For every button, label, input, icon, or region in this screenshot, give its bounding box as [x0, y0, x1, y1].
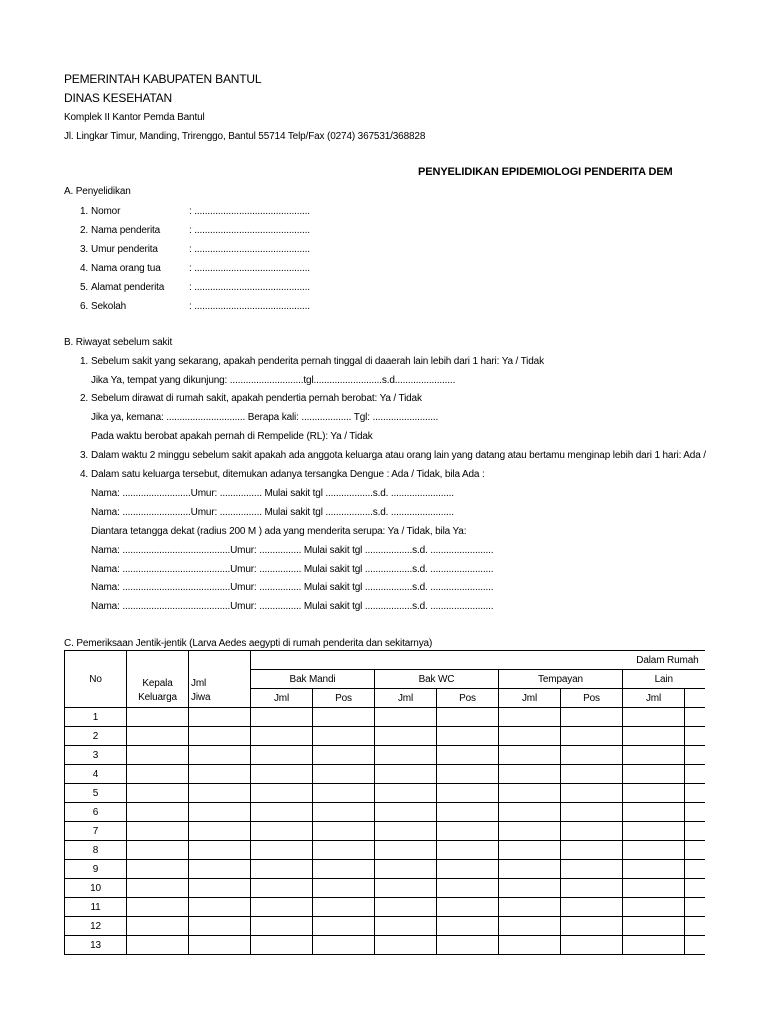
table-cell[interactable] [623, 746, 685, 765]
table-cell[interactable] [189, 898, 251, 917]
header-jml-sub: Jml [623, 689, 685, 708]
table-row [65, 917, 705, 936]
table-cell[interactable] [685, 765, 705, 784]
item-number: 6. [79, 301, 88, 312]
table-cell[interactable] [251, 708, 313, 727]
table-cell[interactable] [623, 917, 685, 936]
table-cell[interactable] [375, 765, 437, 784]
table-cell[interactable] [189, 784, 251, 803]
header-kepala: Kepala [127, 651, 189, 689]
header-keluarga: Keluarga [127, 689, 189, 708]
family-entry: Nama: ..........................Umur: ................ Mulai sakit tgl ..................s.d. ........................ [91, 507, 454, 518]
table-cell[interactable] [251, 841, 313, 860]
table-header-row [65, 651, 705, 670]
table-row [65, 822, 705, 841]
table-cell[interactable] [313, 727, 375, 746]
table-cell[interactable] [251, 936, 313, 955]
row-number: 12 [65, 917, 127, 936]
family-entry: Nama: ..........................Umur: ................ Mulai sakit tgl ..................s.d. ........................ [91, 488, 454, 499]
table-cell[interactable] [127, 765, 189, 784]
table-cell[interactable] [375, 898, 437, 917]
table-cell[interactable] [685, 822, 705, 841]
table-cell[interactable] [561, 765, 623, 784]
table-cell[interactable] [499, 784, 561, 803]
table-cell[interactable] [685, 746, 705, 765]
header-lain: Lain [623, 670, 705, 689]
item-value-umur-penderita: : ............................................ [189, 244, 310, 255]
neighbor-entry: Nama: .........................................Umur: ................ Mulai sakit tgl ..................s.d. ........................ [91, 582, 494, 593]
neighbor-question: Diantara tetangga dekat (radius 200 M ) ada yang menderita serupa: Ya / Tidak, bila Ya: [91, 526, 467, 537]
question-1-followup: Jika Ya, tempat yang dikunjung: ............................tgl..........................s.d....................... [91, 375, 456, 386]
table-cell[interactable] [251, 765, 313, 784]
table-cell[interactable] [561, 803, 623, 822]
row-number: 9 [65, 860, 127, 879]
table-cell[interactable] [437, 936, 499, 955]
header-bak-wc: Bak WC [375, 670, 499, 689]
table-cell[interactable] [499, 765, 561, 784]
item-value-nama-penderita: : ............................................ [189, 225, 310, 236]
item-number: 3. [79, 450, 88, 461]
header-pos-sub: Pos [561, 689, 623, 708]
table-cell[interactable] [437, 841, 499, 860]
table-cell[interactable] [561, 841, 623, 860]
table-cell[interactable] [561, 898, 623, 917]
item-number: 1. [79, 356, 88, 367]
table-cell[interactable] [623, 860, 685, 879]
row-number: 2 [65, 727, 127, 746]
table-cell[interactable] [313, 879, 375, 898]
section-c-heading: C. Pemeriksaan Jentik-jentik (Larva Aedes aegypti di rumah penderita dan sekitarnya) [64, 638, 433, 649]
question-text: Sebelum dirawat di rumah sakit, apakah pendertia pernah berobat: Ya / Tidak [91, 393, 422, 404]
table-cell[interactable] [251, 898, 313, 917]
header-office: Komplek II Kantor Pemda Bantul [64, 112, 205, 123]
table-row [65, 841, 705, 860]
table-cell[interactable] [499, 803, 561, 822]
table-cell[interactable] [251, 727, 313, 746]
table-cell[interactable] [127, 898, 189, 917]
table-cell[interactable] [375, 841, 437, 860]
table-cell[interactable] [251, 746, 313, 765]
table-row [65, 803, 705, 822]
table-cell[interactable] [561, 860, 623, 879]
table-cell[interactable] [437, 822, 499, 841]
table-cell[interactable] [561, 784, 623, 803]
table-row [65, 860, 705, 879]
header-jml-sub: Jml [251, 689, 313, 708]
row-number: 5 [65, 784, 127, 803]
table-cell[interactable] [189, 708, 251, 727]
table-body [65, 708, 705, 955]
table-cell[interactable] [623, 898, 685, 917]
table-cell[interactable] [499, 708, 561, 727]
table-cell[interactable] [561, 879, 623, 898]
header-jml-sub: Jml [499, 689, 561, 708]
table-cell[interactable] [127, 917, 189, 936]
header-government: PEMERINTAH KABUPATEN BANTUL [64, 72, 262, 86]
table-row [65, 784, 705, 803]
table-cell[interactable] [561, 936, 623, 955]
table-cell[interactable] [127, 803, 189, 822]
table-cell[interactable] [189, 879, 251, 898]
header-tempayan: Tempayan [499, 670, 623, 689]
header-jml: Jml [189, 651, 251, 689]
header-pos-sub-clipped [685, 689, 705, 708]
table-cell[interactable] [561, 746, 623, 765]
table-cell[interactable] [313, 860, 375, 879]
question-2-rempelide: Pada waktu berobat apakah pernah di Rempelide (RL): Ya / Tidak [91, 431, 373, 442]
table-cell[interactable] [685, 917, 705, 936]
table-row [65, 879, 705, 898]
table-cell[interactable] [685, 860, 705, 879]
table-cell[interactable] [189, 860, 251, 879]
table-cell[interactable] [685, 803, 705, 822]
table-header-row [65, 689, 705, 708]
item-number: 2. [79, 225, 88, 236]
table-cell[interactable] [251, 860, 313, 879]
table-cell[interactable] [251, 784, 313, 803]
header-pos-sub: Pos [437, 689, 499, 708]
table-cell[interactable] [437, 898, 499, 917]
item-value-nomor: : ............................................ [189, 206, 310, 217]
item-number: 1. [79, 206, 88, 217]
item-number: 2. [79, 393, 88, 404]
table-cell[interactable] [375, 784, 437, 803]
table-cell[interactable] [499, 822, 561, 841]
item-number: 4. [79, 469, 88, 480]
table-cell[interactable] [313, 917, 375, 936]
table-row [65, 765, 705, 784]
table-cell[interactable] [127, 784, 189, 803]
item-number: 4. [79, 263, 88, 274]
larva-survey-table [64, 650, 705, 955]
table-cell[interactable] [375, 936, 437, 955]
table-cell[interactable] [561, 917, 623, 936]
table-cell[interactable] [127, 822, 189, 841]
table-cell[interactable] [623, 784, 685, 803]
neighbor-entry: Nama: .........................................Umur: ................ Mulai sakit tgl ..................s.d. ........................ [91, 601, 494, 612]
table-cell[interactable] [189, 727, 251, 746]
table-cell[interactable] [685, 841, 705, 860]
row-number: 3 [65, 746, 127, 765]
table-cell[interactable] [685, 784, 705, 803]
table-cell[interactable] [313, 765, 375, 784]
item-label-nama-orang-tua: Nama orang tua [91, 263, 161, 274]
header-pos-sub: Pos [313, 689, 375, 708]
table-row [65, 746, 705, 765]
table-cell[interactable] [685, 898, 705, 917]
table-cell[interactable] [313, 936, 375, 955]
table-cell[interactable] [437, 879, 499, 898]
table-row [65, 936, 705, 955]
row-number: 8 [65, 841, 127, 860]
table-cell[interactable] [127, 727, 189, 746]
row-number: 6 [65, 803, 127, 822]
table-cell[interactable] [623, 822, 685, 841]
table-cell[interactable] [127, 841, 189, 860]
table-cell[interactable] [375, 746, 437, 765]
item-label-sekolah: Sekolah [91, 301, 127, 312]
table-cell[interactable] [189, 746, 251, 765]
table-cell[interactable] [437, 727, 499, 746]
item-label-nomor: Nomor [91, 206, 121, 217]
header-jml-sub: Jml [375, 689, 437, 708]
item-label-umur-penderita: Umur penderita [91, 244, 158, 255]
table-cell[interactable] [375, 803, 437, 822]
item-value-nama-orang-tua: : ............................................ [189, 263, 310, 274]
question-text: Dalam waktu 2 minggu sebelum sakit apakah ada anggota keluarga atau orang lain yang datang atau bertamu menginap lebih dari 1 hari: Ada / [91, 450, 706, 461]
table-cell[interactable] [251, 822, 313, 841]
table-cell[interactable] [375, 727, 437, 746]
table-cell[interactable] [189, 803, 251, 822]
table-cell[interactable] [313, 803, 375, 822]
table-cell[interactable] [313, 822, 375, 841]
header-dalam-rumah: Dalam Rumah [251, 651, 705, 670]
table-cell[interactable] [437, 746, 499, 765]
question-text: Sebelum sakit yang sekarang, apakah penderita pernah tinggal di daaerah lain lebih dari 1 hari: Ya / Tidak [91, 356, 544, 367]
item-number: 5. [79, 282, 88, 293]
table-cell[interactable] [313, 784, 375, 803]
neighbor-entry: Nama: .........................................Umur: ................ Mulai sakit tgl ..................s.d. ........................ [91, 545, 494, 556]
row-number: 1 [65, 708, 127, 727]
row-number: 10 [65, 879, 127, 898]
row-number: 11 [65, 898, 127, 917]
table-cell[interactable] [251, 917, 313, 936]
table-cell[interactable] [375, 917, 437, 936]
table-cell[interactable] [127, 746, 189, 765]
table-cell[interactable] [437, 803, 499, 822]
table-cell[interactable] [437, 708, 499, 727]
table-row [65, 708, 705, 727]
table-cell[interactable] [623, 765, 685, 784]
table-cell[interactable] [499, 936, 561, 955]
table-row [65, 727, 705, 746]
table-cell[interactable] [313, 746, 375, 765]
table-cell[interactable] [499, 860, 561, 879]
header-department: DINAS KESEHATAN [64, 91, 172, 105]
table-cell[interactable] [437, 784, 499, 803]
item-label-alamat-penderita: Alamat penderita [91, 282, 165, 293]
table-cell[interactable] [437, 917, 499, 936]
table-cell[interactable] [499, 917, 561, 936]
section-b-heading: B. Riwayat sebelum sakit [64, 337, 173, 348]
header-jiwa: Jiwa [189, 689, 251, 708]
table-cell[interactable] [127, 936, 189, 955]
question-2-followup: Jika ya, kemana: .............................. Berapa kali: ................... Tgl: ......................... [91, 412, 439, 423]
item-label-nama-penderita: Nama penderita [91, 225, 161, 236]
form-title: PENYELIDIKAN EPIDEMIOLOGI PENDERITA DEM [418, 166, 673, 178]
table-cell[interactable] [189, 936, 251, 955]
table-cell[interactable] [499, 727, 561, 746]
header-address: Jl. Lingkar Timur, Manding, Trirenggo, Bantul 55714 Telp/Fax (0274) 367531/368828 [64, 131, 426, 142]
table-cell[interactable] [623, 841, 685, 860]
table-cell[interactable] [561, 708, 623, 727]
table-cell[interactable] [437, 860, 499, 879]
table-cell[interactable] [189, 917, 251, 936]
neighbor-entry: Nama: .........................................Umur: ................ Mulai sakit tgl ..................s.d. ........................ [91, 564, 494, 575]
table-cell[interactable] [623, 936, 685, 955]
table-cell[interactable] [313, 898, 375, 917]
table-cell[interactable] [375, 708, 437, 727]
table-cell[interactable] [623, 727, 685, 746]
table-cell[interactable] [127, 708, 189, 727]
row-number: 4 [65, 765, 127, 784]
table-cell[interactable] [685, 708, 705, 727]
table-cell[interactable] [685, 727, 705, 746]
table-cell[interactable] [251, 879, 313, 898]
table-cell[interactable] [499, 746, 561, 765]
table-cell[interactable] [685, 879, 705, 898]
header-bak-mandi: Bak Mandi [251, 670, 375, 689]
table-cell[interactable] [189, 841, 251, 860]
table-cell[interactable] [623, 803, 685, 822]
table-cell[interactable] [127, 860, 189, 879]
table-cell[interactable] [499, 879, 561, 898]
table-cell[interactable] [499, 841, 561, 860]
table-cell[interactable] [375, 822, 437, 841]
table-cell[interactable] [623, 708, 685, 727]
table-cell[interactable] [313, 841, 375, 860]
table-cell[interactable] [189, 765, 251, 784]
table-cell[interactable] [623, 879, 685, 898]
table-row [65, 898, 705, 917]
item-value-alamat-penderita: : ............................................ [189, 282, 310, 293]
item-value-sekolah: : ............................................ [189, 301, 310, 312]
table-cell[interactable] [685, 936, 705, 955]
table-cell[interactable] [189, 822, 251, 841]
table-cell[interactable] [499, 898, 561, 917]
table-cell[interactable] [127, 879, 189, 898]
table-cell[interactable] [375, 879, 437, 898]
table-cell[interactable] [561, 822, 623, 841]
header-no: No [65, 651, 127, 708]
table-cell[interactable] [313, 708, 375, 727]
item-number: 3. [79, 244, 88, 255]
row-number: 13 [65, 936, 127, 955]
table-cell[interactable] [561, 727, 623, 746]
section-a-heading: A. Penyelidikan [64, 186, 131, 197]
question-text: Dalam satu keluarga tersebut, ditemukan adanya tersangka Dengue : Ada / Tidak, bila Ada : [91, 469, 485, 480]
row-number: 7 [65, 822, 127, 841]
table-cell[interactable] [375, 860, 437, 879]
table-cell[interactable] [437, 765, 499, 784]
table-cell[interactable] [251, 803, 313, 822]
